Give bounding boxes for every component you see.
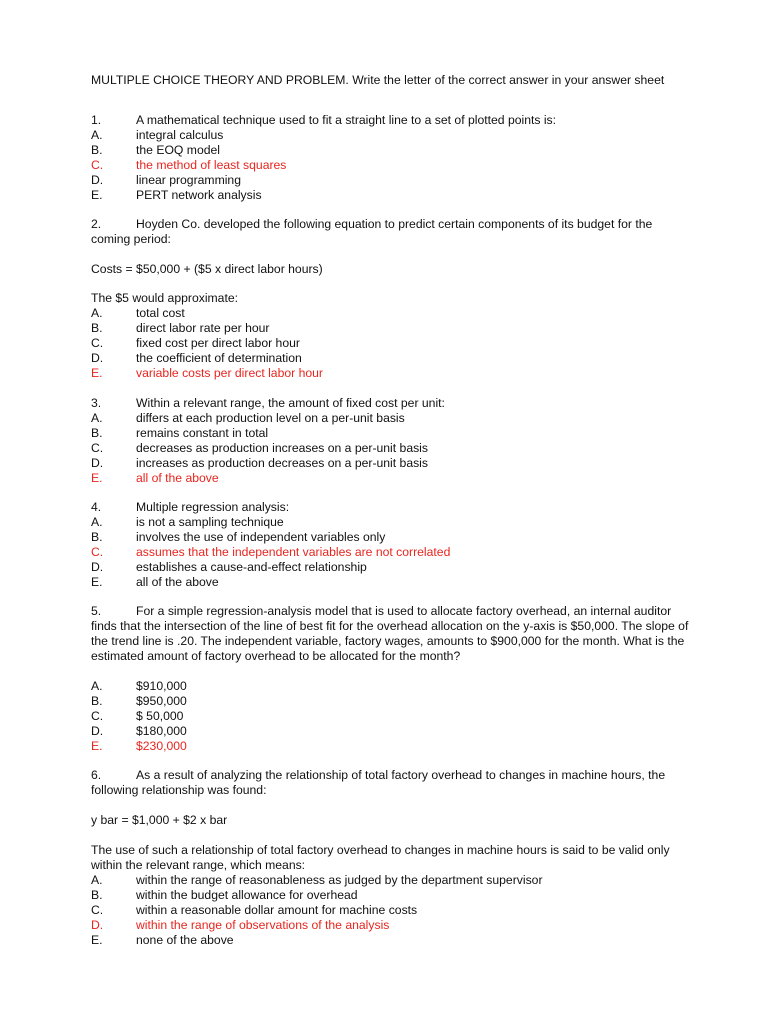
question-text: A mathematical technique used to fit a straight line to a set of plotted points is: — [136, 113, 557, 127]
question-number: 3. — [91, 396, 102, 410]
question-text: For a simple regression-analysis model that is used to allocate factory overhead, an internal auditor finds that the intersection of the line of best fit for the overhead allocation on the y-axis is $50,000. The slope of the trend line is .20. The independent variable, factory wages, amounts to $900,000 for the month. What is the estimated amount of factory overhead to be allocated for the month? — [91, 604, 689, 663]
choice-e-correct: E. variable costs per direct labor hour — [91, 366, 323, 380]
choice-c: C. decreases as production increases on a per-unit basis — [91, 441, 428, 455]
choice-e: E. all of the above — [91, 575, 219, 589]
choice-b: B. involves the use of independent variables only — [91, 530, 386, 544]
choice-c: C. fixed cost per direct labor hour — [91, 336, 300, 350]
choice-b: B. remains constant in total — [91, 426, 269, 440]
question-6-choices — [91, 873, 691, 948]
choice-c: C. within a reasonable dollar amount for machine costs — [91, 903, 418, 917]
question-number: 5. — [91, 604, 102, 618]
question-text: Within a relevant range, the amount of fixed cost per unit: — [136, 396, 445, 410]
choice-a: A. $910,000 — [91, 679, 187, 693]
equation: Costs = $50,000 + ($5 x direct labor hours) — [91, 262, 323, 276]
question-stem — [91, 217, 691, 247]
choice-a: A. within the range of reasonableness as judged by the department supervisor — [91, 873, 543, 887]
choice-e-correct: E. $230,000 — [91, 739, 187, 753]
choice-b: B. $950,000 — [91, 694, 187, 708]
choice-b: B. direct labor rate per hour — [91, 321, 270, 335]
question-text: As a result of analyzing the relationship of total factory overhead to changes in machine hours, the following relationship was found: — [91, 768, 666, 797]
choice-a: A. is not a sampling technique — [91, 515, 284, 529]
question-5-choices — [91, 679, 691, 754]
choice-b: B. the EOQ model — [91, 143, 220, 157]
choice-b: B. within the budget allowance for overhead — [91, 888, 358, 902]
choice-d: D. the coefficient of determination — [91, 351, 302, 365]
question-2 — [91, 217, 691, 247]
question-4 — [91, 500, 691, 590]
choice-d: D. establishes a cause-and-effect relationship — [91, 560, 367, 574]
choice-e-correct: E. all of the above — [91, 471, 219, 485]
question-stem — [91, 500, 691, 515]
choice-a: A. total cost — [91, 306, 185, 320]
question-number: 2. — [91, 217, 102, 231]
question-number: 1. — [91, 113, 102, 127]
choice-d-correct: D. within the range of observations of the analysis — [91, 918, 390, 932]
question-6 — [91, 768, 691, 798]
question-3 — [91, 396, 691, 486]
instructions-header: MULTIPLE CHOICE THEORY AND PROBLEM. Write the letter of the correct answer in your answer sheet — [91, 73, 665, 87]
choice-d: D. linear programming — [91, 173, 241, 187]
question-prompt: The use of such a relationship of total factory overhead to changes in machine hours is said to be valid only within the relevant range, which means: — [91, 843, 670, 872]
equation: y bar = $1,000 + $2 x bar — [91, 813, 228, 827]
question-stem — [91, 113, 691, 128]
choice-a: A. differs at each production level on a per-unit basis — [91, 411, 405, 425]
question-5 — [91, 604, 691, 664]
question-prompt: The $5 would approximate: — [91, 291, 239, 305]
question-text: Multiple regression analysis: — [136, 500, 290, 514]
choice-c-correct: C. assumes that the independent variables are not correlated — [91, 545, 451, 559]
question-stem — [91, 768, 691, 798]
question-text: Hoyden Co. developed the following equation to predict certain components of its budget for the coming period: — [91, 217, 653, 246]
choice-c-correct: C. the method of least squares — [91, 158, 287, 172]
question-2-choices — [91, 291, 691, 381]
choice-e: E. none of the above — [91, 933, 234, 947]
question-stem — [91, 604, 691, 664]
choice-a: A. integral calculus — [91, 128, 224, 142]
choice-e: E. PERT network analysis — [91, 188, 262, 202]
question-number: 4. — [91, 500, 102, 514]
question-number: 6. — [91, 768, 102, 782]
question-1 — [91, 113, 691, 203]
choice-c: C. $ 50,000 — [91, 709, 184, 723]
choice-d: D. $180,000 — [91, 724, 187, 738]
question-stem — [91, 396, 691, 411]
choice-d: D. increases as production decreases on a per-unit basis — [91, 456, 428, 470]
